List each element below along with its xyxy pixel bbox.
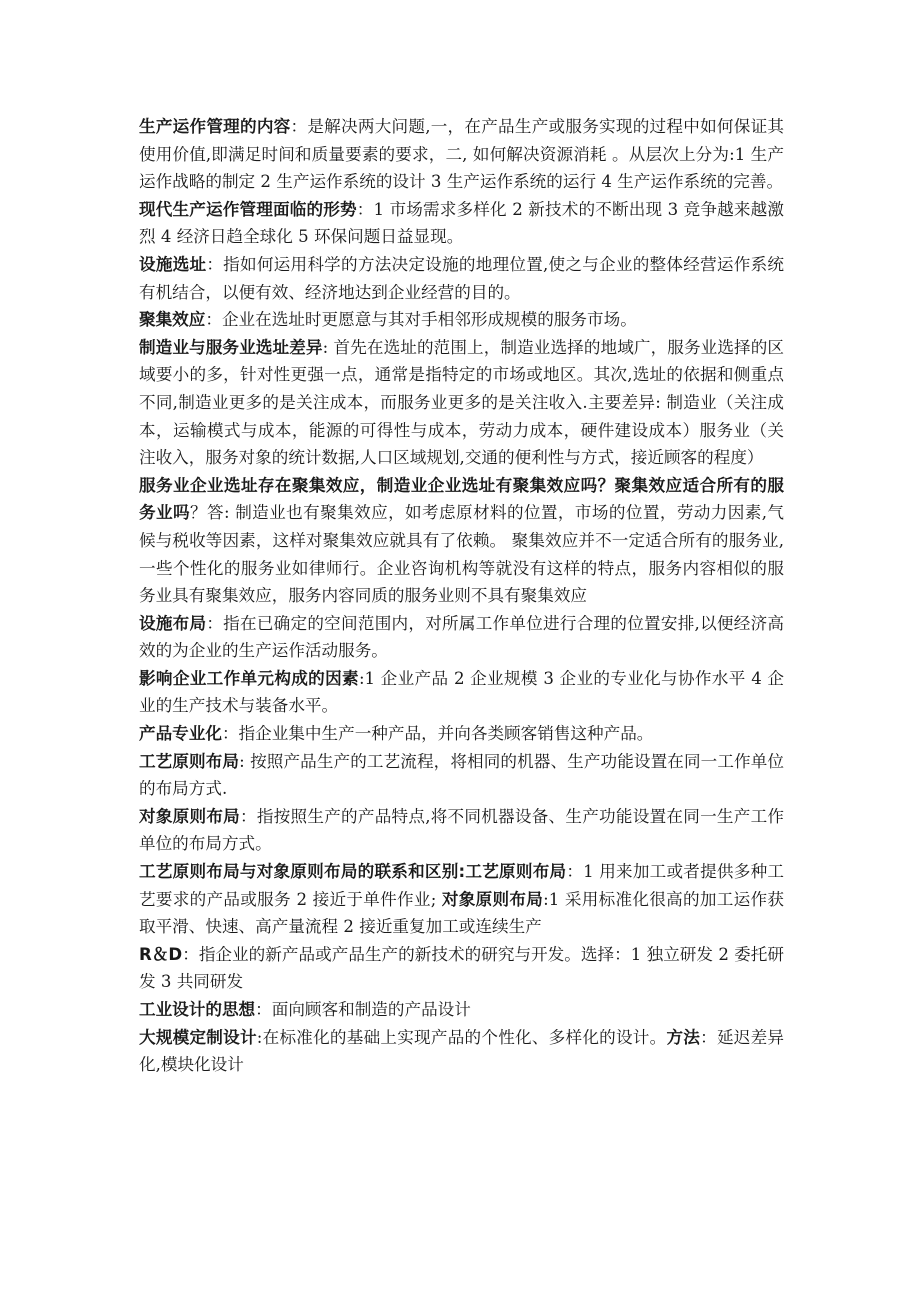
definition-text: ：1 用来加工或者提供多种工艺要求的产品或服务 2 接近于单件作业; <box>139 862 784 909</box>
definition-text: ：延迟差异化,模块化设计 <box>139 1027 785 1075</box>
definition-text: ：指企业的新产品或产品生产的新技术的研究与开发。选择：1 独立研发 2 委托研发 3 共同研发 <box>139 944 784 992</box>
term-label: 对象原则布局 <box>441 889 544 909</box>
term-label: R＆D <box>139 944 183 964</box>
paragraph-location-difference <box>139 334 784 472</box>
definition-text: ：指企业集中生产一种产品，并向各类顾客销售这种产品。 <box>221 724 654 744</box>
term-label: 聚集效应 <box>139 310 206 330</box>
paragraph-facility-layout <box>139 610 784 665</box>
term-label: 服务业企业选址存在聚集效应，制造业企业选址有聚集效应吗？聚集效应适合所有的服务业吗 <box>139 475 784 523</box>
definition-text: : 按照产品生产的工艺流程，将相同的机器、生产功能设置在同一工作单位的布局方式. <box>139 751 784 799</box>
definition-text: ：指按照生产的产品特点,将不同机器设备、生产功能设置在同一生产工作单位的布局方式。 <box>139 806 784 854</box>
definition-text: ：指如何运用科学的方法决定设施的地理位置,使之与企业的整体经营运作系统有机结合，以便有效、经济地达到企业经营的目的。 <box>139 254 784 302</box>
term-label: 工艺原则布局与对象原则布局的联系和区别:工艺原则布局 <box>139 862 567 882</box>
definition-text: :1 采用标准化很高的加工运作获取平滑、快速、高产量流程 2 接近重复加工或连续生产 <box>139 889 784 937</box>
term-label: 大规模定制设计 <box>139 1027 257 1047</box>
definition-text: ：面向顾客和制造的产品设计 <box>255 1000 471 1019</box>
paragraph-cluster-effect <box>139 306 784 334</box>
paragraph-facility-location <box>139 251 784 306</box>
definition-text: :1 企业产品 2 企业规模 3 企业的专业化与协作水平 4 企业的生产技术与装备水平。 <box>139 668 784 716</box>
paragraph-work-unit-factors <box>139 665 784 720</box>
paragraph-product-layout <box>139 803 784 858</box>
term-label: 制造业与服务业选址差异 <box>139 337 323 357</box>
definition-text: ：企业在选址时更愿意与其对手相邻形成规模的服务市场。 <box>205 310 637 330</box>
paragraph-product-specialization <box>139 720 784 748</box>
term-label: 工艺原则布局 <box>139 751 240 771</box>
paragraph-process-layout <box>139 748 784 803</box>
definition-text: : 首先在选址的范围上，制造业选择的地域广，服务业选择的区域要小的多，针对性更强一点，通常是指特定的市场或地区。其次,选址的依据和侧重点不同,制造业更多的是关注成本，而服务业更多的是关注收入.主要差异: 制造业（关注成本，运输模式与成本，能源的可得性与成本，劳动力成本，硬件建设成本）服务业（关注收入，服务对象的统计数据,人口区域规划,交通的便利性与方式，接近顾客的程度） <box>139 337 784 468</box>
document-body <box>139 113 784 1079</box>
term-label: 影响企业工作单元构成的因素 <box>139 668 359 688</box>
paragraph-modern-situation <box>139 196 784 251</box>
paragraph-mass-customization <box>139 1024 784 1079</box>
definition-text: ？答: 制造业也有聚集效应，如考虑原材料的位置，市场的位置，劳动力因素,气候与税收等因素，这样对聚集效应就具有了依赖。 聚集效应并不一定适合所有的服务业,一些个性化的服务业如律师行。企业咨询机构等就没有这样的特点，服务内容相似的服务业具有聚集效应，服务内容同质的服务业则不具有聚集效应 <box>139 503 785 606</box>
paragraph-rnd <box>139 941 784 996</box>
definition-text: ：是解决两大问题,一，在产品生产或服务实现的过程中如何保证其使用价值,即满足时间和质量要素的要求，二, 如何解决资源消耗 。从层次上分为:1 生产运作战略的制定 2 生产运作系统的设计 3 生产运作系统的运行 4 生产运作系统的完善。 <box>139 117 784 192</box>
paragraph-ops-content <box>139 113 784 196</box>
definition-text: :在标准化的基础上实现产品的个性化、多样化的设计。 <box>256 1027 667 1047</box>
definition-text: ：1 市场需求多样化 2 新技术的不断出现 3 竞争越来越激烈 4 经济日趋全球化 5 环保问题日益显现。 <box>139 199 785 247</box>
term-label: 产品专业化 <box>139 724 222 744</box>
term-label: 对象原则布局 <box>139 806 241 826</box>
paragraph-cluster-question <box>139 472 784 610</box>
term-label: 工业设计的思想 <box>139 1000 256 1019</box>
definition-text: ：指在已确定的空间范围内，对所属工作单位进行合理的位置安排,以便经济高效的为企业的生产运作活动服务。 <box>139 613 784 661</box>
term-label: 方法 <box>666 1027 701 1047</box>
paragraph-industrial-design <box>139 996 784 1024</box>
term-label: 设施选址 <box>139 254 207 274</box>
term-label: 生产运作管理的内容 <box>139 117 291 136</box>
paragraph-layout-comparison <box>139 858 784 941</box>
term-label: 设施布局 <box>139 613 207 633</box>
term-label: 现代生产运作管理面临的形势 <box>139 199 357 219</box>
